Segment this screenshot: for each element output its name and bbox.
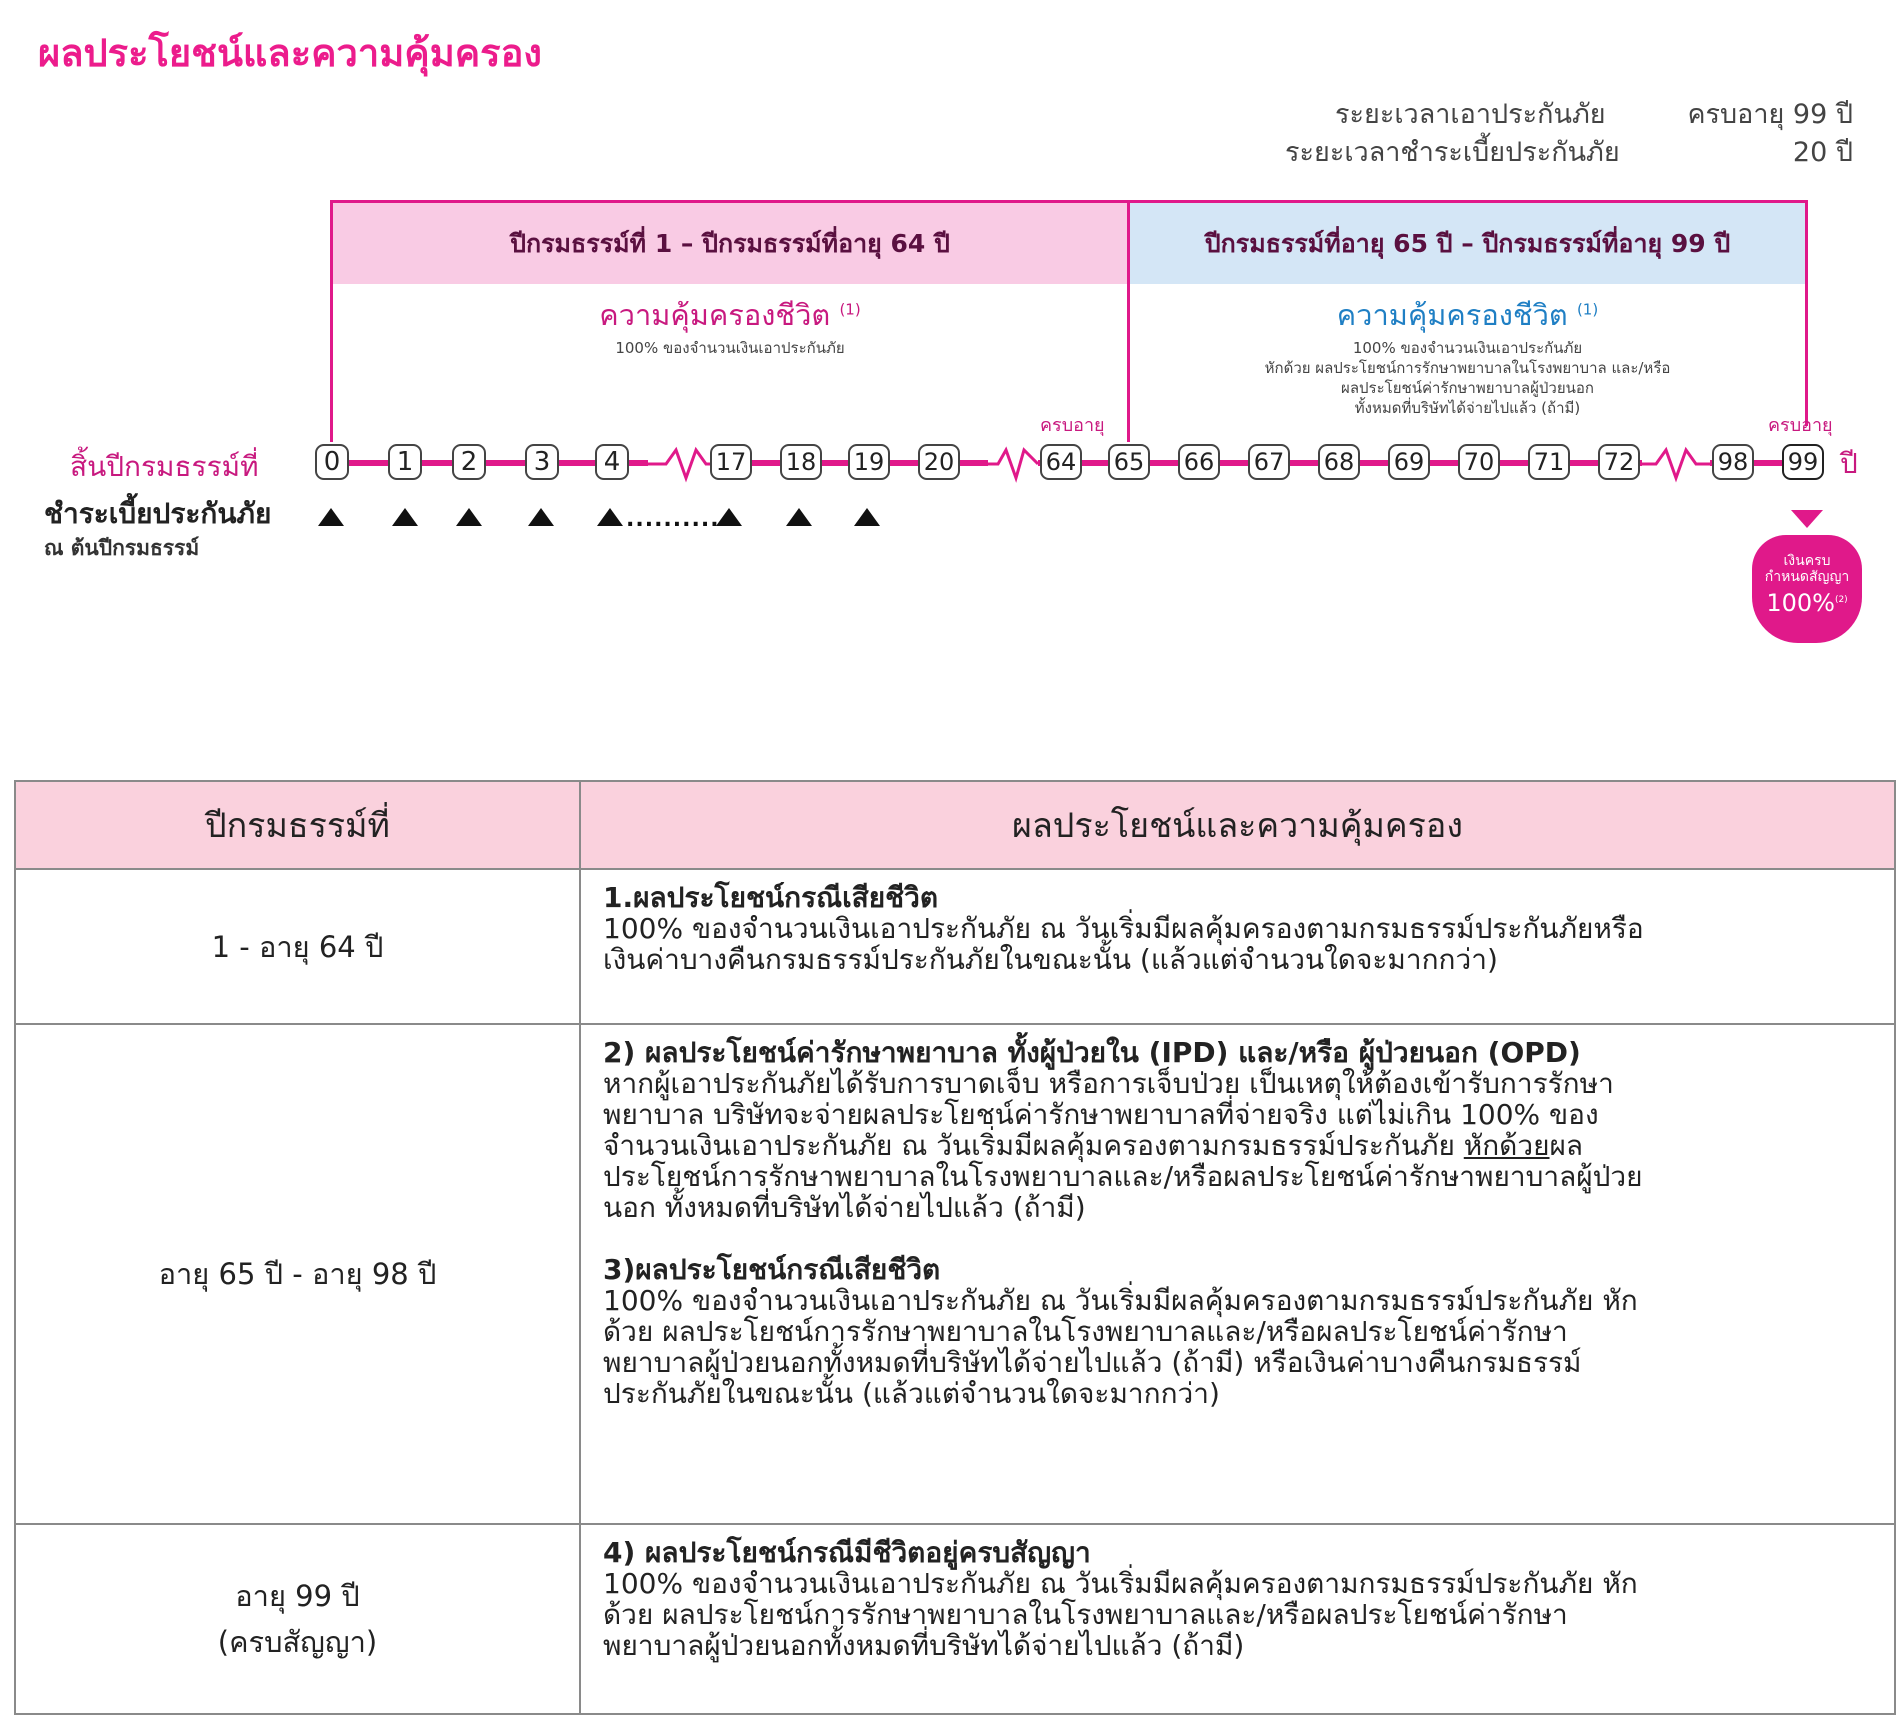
marker-99-label: ครบอายุ [1768, 415, 1833, 436]
benefit-line: 100% ของจำนวนเงินเอาประกันภัย ณ วันเริ่มมีผลคุ้มครองตามกรมธรรม์ประกันภัย หัก [603, 1284, 1638, 1317]
timeline-node-20: 20 [918, 444, 960, 480]
timeline-node-72: 72 [1598, 444, 1640, 480]
period2-coverage-desc-2: หักด้วย ผลประโยชน์การรักษาพยาบาลในโรงพยาบาล และ/หรือ [1264, 359, 1671, 377]
axis-break-2 [988, 440, 1038, 486]
maturity-badge-note: (2) [1834, 595, 1848, 605]
benefit-heading-2: 2) ผลประโยชน์ค่ารักษาพยาบาล ทั้งผู้ป่วยใน (IPD) และ/หรือ ผู้ป่วยนอก (OPD) [603, 1036, 1581, 1069]
benefit-line: ด้วย ผลประโยชน์การรักษาพยาบาลในโรงพยาบาลและ/หรือผลประโยชน์ค่ารักษา [603, 1598, 1568, 1631]
timeline-node-65: 65 [1108, 444, 1150, 480]
benefit-line: 100% ของจำนวนเงินเอาประกันภัย ณ วันเริ่มมีผลคุ้มครองตามกรมธรรม์ประกันภัยหรือ [603, 912, 1644, 945]
table-row [15, 1024, 1895, 1524]
benefit-line: ประโยชน์การรักษาพยาบาลในโรงพยาบาลและ/หรือผลประโยชน์ค่ารักษาพยาบาลผู้ป่วย [603, 1160, 1643, 1193]
period1-header: ปีกรมธรรม์ที่ 1 – ปีกรมธรรม์ที่อายุ 64 ปี [510, 228, 950, 258]
table-row [15, 869, 1895, 1024]
period2-header: ปีกรมธรรม์ที่อายุ 65 ปี – ปีกรมธรรม์ที่อายุ 99 ปี [1204, 228, 1731, 258]
period1-coverage-desc: 100% ของจำนวนเงินเอาประกันภัย [615, 339, 845, 357]
timeline-node-1: 1 [388, 444, 422, 480]
premium-triangle-0 [318, 508, 344, 526]
period2-coverage-desc-3: ผลประโยชน์ค่ารักษาพยาบาลผู้ป่วยนอก [1341, 379, 1594, 397]
benefit-spacer [603, 1223, 1874, 1254]
timeline-node-99: 99 [1782, 444, 1824, 480]
period1-coverage-note: (1) [839, 300, 861, 319]
maturity-badge-line2: กำหนดสัญญา [1764, 569, 1850, 585]
axis-unit-label: ปี [1840, 447, 1858, 480]
row1-period: 1 - อายุ 64 ปี [15, 869, 580, 1024]
timeline-node-68: 68 [1318, 444, 1360, 480]
period2-coverage-title: ความคุ้มครองชีวิต [1336, 298, 1568, 332]
timeline-node-0: 0 [315, 444, 349, 480]
timeline-node-66: 66 [1178, 444, 1220, 480]
timeline-node-67: 67 [1248, 444, 1290, 480]
timeline-node-19: 19 [848, 444, 890, 480]
maturity-badge [1752, 535, 1862, 643]
benefit-heading-4: 4) ผลประโยชน์กรณีมีชีวิตอยู่ครบสัญญา [603, 1536, 1091, 1569]
marker-64-label: ครบอายุ [1040, 415, 1105, 436]
period1-coverage [333, 292, 1127, 358]
benefit-line: ประกันภัยในขณะนั้น (แล้วแต่จำนวนใดจะมากกว่า) [603, 1377, 1220, 1410]
frame-right-line [1805, 200, 1808, 426]
payment-period-row [1285, 130, 1853, 168]
benefit-line: นอก ทั้งหมดที่บริษัทได้จ่ายไปแล้ว (ถ้ามี) [603, 1191, 1086, 1224]
row2-benefits [580, 1024, 1895, 1524]
benefit-line: 100% ของจำนวนเงินเอาประกันภัย ณ วันเริ่มมีผลคุ้มครองตามกรมธรรม์ประกันภัย หัก [603, 1567, 1638, 1600]
benefit-heading-3: 3)ผลประโยชน์กรณีเสียชีวิต [603, 1253, 941, 1286]
benefit-line-post: ผล [1549, 1129, 1584, 1162]
benefit-line: เงินค่าบางคืนกรมธรรม์ประกันภัยในขณะนั้น (แล้วแต่จำนวนใดจะมากกว่า) [603, 943, 1498, 976]
benefit-line: หากผู้เอาประกันภัยได้รับการบาดเจ็บ หรือการเจ็บป่วย เป็นเหตุให้ต้องเข้ารับการรักษา [603, 1067, 1614, 1100]
benefit-line: พยาบาล บริษัทจะจ่ายผลประโยชน์ค่ารักษาพยาบาลที่จ่ายจริง แต่ไม่เกิน 100% ของ [603, 1098, 1599, 1131]
benefit-line: ด้วย ผลประโยชน์การรักษาพยาบาลในโรงพยาบาลและ/หรือผลประโยชน์ค่ารักษา [603, 1315, 1568, 1348]
row2-period: อายุ 65 ปี - อายุ 98 ปี [15, 1024, 580, 1524]
axis-break-3 [1642, 440, 1710, 486]
timeline-node-4: 4 [595, 444, 629, 480]
row3-period [15, 1524, 580, 1714]
benefit-heading-1: 1.ผลประโยชน์กรณีเสียชีวิต [603, 881, 939, 914]
premium-ellipsis: .......... [626, 507, 720, 532]
benefit-line: พยาบาลผู้ป่วยนอกทั้งหมดที่บริษัทได้จ่ายไปแล้ว (ถ้ามี) [603, 1629, 1245, 1662]
coverage-period-row [1335, 92, 1853, 130]
benefit-underlined-word: หักด้วย [1463, 1129, 1550, 1162]
coverage-period-label: ระยะเวลาเอาประกันภัย [1335, 99, 1606, 130]
timeline-node-70: 70 [1458, 444, 1500, 480]
table-row [15, 1524, 1895, 1714]
premium-triangle-19 [854, 508, 880, 526]
premium-triangle-2 [456, 508, 482, 526]
timeline-node-3: 3 [525, 444, 559, 480]
row3-period-line1: อายุ 99 ปี [235, 1579, 360, 1613]
benefit-line-underlined [603, 1130, 1874, 1161]
row3-period-line2: (ครบสัญญา) [217, 1625, 378, 1659]
period2-coverage-desc-1: 100% ของจำนวนเงินเอาประกันภัย [1352, 339, 1583, 357]
premium-triangle-17 [716, 508, 742, 526]
timeline-node-18: 18 [780, 444, 822, 480]
period2-coverage [1130, 292, 1805, 418]
premium-triangle-18 [786, 508, 812, 526]
timeline-node-98: 98 [1712, 444, 1754, 480]
header-benefits: ผลประโยชน์และความคุ้มครอง [580, 781, 1895, 869]
timeline-node-69: 69 [1388, 444, 1430, 480]
benefits-table [14, 780, 1896, 1715]
period2-coverage-note: (1) [1576, 300, 1599, 319]
benefit-line-pre: จำนวนเงินเอาประกันภัย ณ วันเริ่มมีผลคุ้มครองตามกรมธรรม์ประกันภัย [603, 1129, 1464, 1162]
maturity-arrow-icon [1791, 510, 1823, 528]
timeline-node-71: 71 [1528, 444, 1570, 480]
premium-triangle-4 [597, 508, 623, 526]
premium-sub-label: ณ ต้นปีกรมธรรม์ [44, 536, 200, 560]
page-title: ผลประโยชน์และความคุ้มครอง [38, 31, 542, 75]
axis-break-1 [648, 440, 718, 486]
period1-coverage-title-row [333, 292, 1127, 338]
maturity-badge-value-row [1752, 585, 1862, 618]
timeline-node-17: 17 [710, 444, 752, 480]
maturity-badge-value: 100% [1766, 589, 1835, 617]
coverage-period-value: ครบอายุ 99 ปี [1687, 99, 1853, 130]
axis-label: สิ้นปีกรมธรรม์ที่ [70, 450, 259, 483]
benefit-line: พยาบาลผู้ป่วยนอกทั้งหมดที่บริษัทได้จ่ายไปแล้ว (ถ้ามี) หรือเงินค่าบางคืนกรมธรรม์ [603, 1346, 1582, 1379]
premium-triangle-3 [528, 508, 554, 526]
premium-triangle-1 [392, 508, 418, 526]
payment-period-value: 20 ปี [1792, 137, 1853, 168]
period2-coverage-title-row [1130, 292, 1805, 338]
row1-benefits [580, 869, 1895, 1024]
timeline-node-2: 2 [452, 444, 486, 480]
timeline-node-64: 64 [1040, 444, 1082, 480]
row3-benefits [580, 1524, 1895, 1714]
table-header-row [15, 781, 1895, 869]
premium-label: ชำระเบี้ยประกันภัย [44, 497, 272, 530]
payment-period-label: ระยะเวลาชำระเบี้ยประกันภัย [1285, 137, 1620, 168]
header-policy-year: ปีกรมธรรม์ที่ [15, 781, 580, 869]
period2-coverage-desc-4: ทั้งหมดที่บริษัทได้จ่ายไปแล้ว (ถ้ามี) [1354, 399, 1581, 417]
maturity-badge-line1: เงินครบ [1783, 553, 1831, 569]
period1-coverage-title: ความคุ้มครองชีวิต [599, 298, 831, 332]
